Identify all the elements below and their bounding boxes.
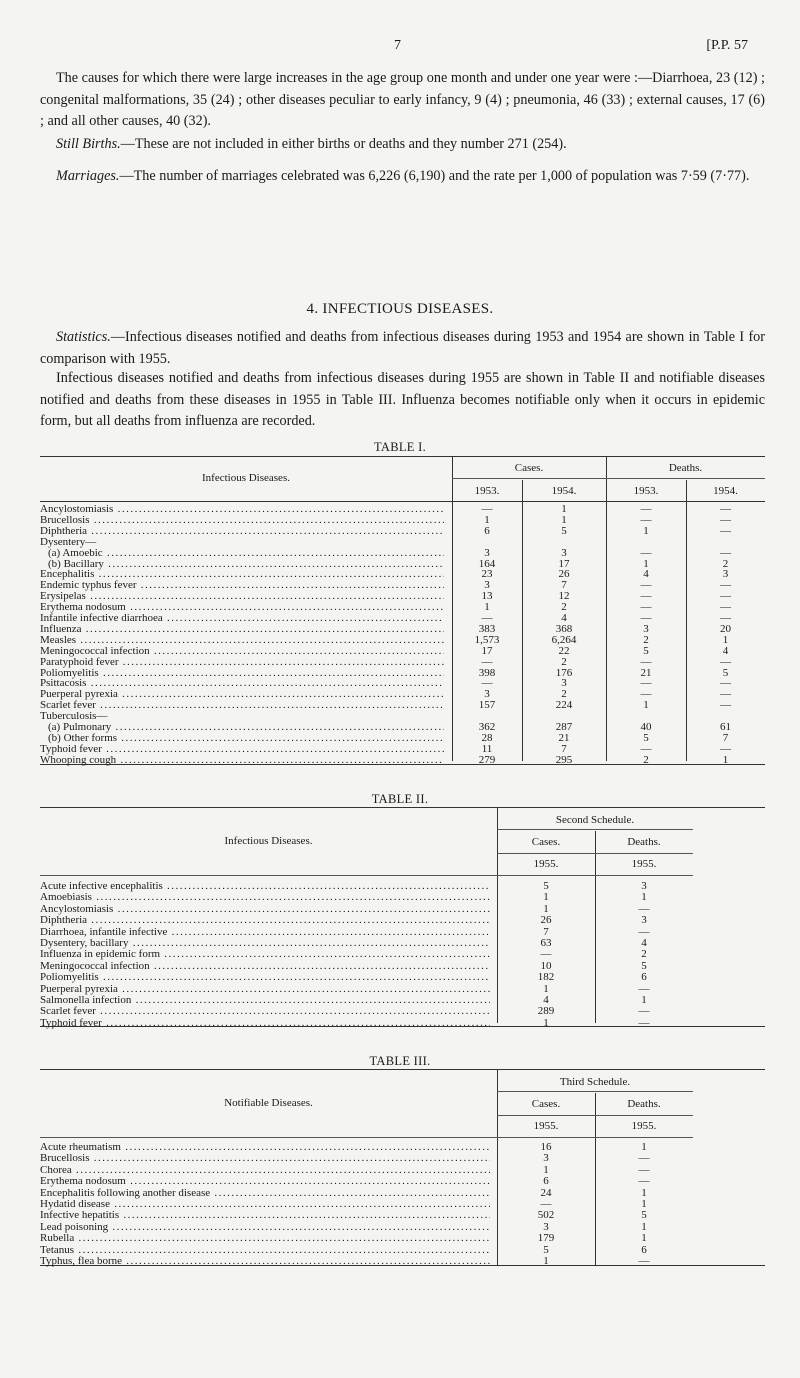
row-label: Typhoid fever ..... (40, 744, 444, 756)
table-row (40, 961, 765, 973)
table-row (40, 591, 765, 603)
row-value: 1 (722, 753, 729, 766)
row-label: Dysentery— (40, 536, 97, 548)
table-row (40, 711, 765, 723)
row-value: 17 (558, 557, 570, 570)
table-row (40, 1006, 765, 1018)
row-value: 5 (722, 666, 729, 679)
row-value: 3 (484, 546, 490, 559)
row-label: Encephalitis following another disease ..... (40, 1188, 490, 1200)
row-value: 21 (640, 666, 652, 679)
statistics-heading: Statistics. (56, 329, 111, 345)
row-value: 17 (481, 644, 493, 657)
table1-caption: TABLE I. (373, 440, 427, 454)
row-value: 1 (543, 1163, 549, 1176)
row-value: 368 (555, 622, 573, 635)
table-row (40, 927, 765, 939)
row-label: Endemic typhus fever ..... (40, 580, 444, 592)
table2-header-rule (40, 875, 497, 876)
row-value: — (720, 579, 731, 592)
row-value: — (720, 590, 731, 603)
row-value: 1 (643, 699, 649, 712)
row-value: 7 (543, 925, 549, 938)
row-value: — (640, 612, 652, 624)
table3-deaths-header: Deaths. (627, 1098, 661, 1110)
table-row (40, 1245, 765, 1257)
row-label: Meningococcal infection ..... (40, 646, 444, 658)
page-number: 7 (394, 38, 401, 53)
row-value: 12 (558, 590, 570, 603)
table2-deaths-header: Deaths. (627, 836, 661, 848)
row-value: 1 (643, 524, 649, 537)
row-label: Ancylostomiasis ..... (40, 504, 444, 516)
page-header (0, 38, 800, 58)
row-label: Erythema nodosum ..... (40, 602, 444, 614)
row-label: Meningococcal infection ..... (40, 961, 490, 973)
row-label: Puerperal pyrexia ..... (40, 689, 444, 701)
table2-row-header: Infectious Diseases. (224, 835, 313, 847)
row-value: 63 (540, 937, 552, 949)
table2-schedule-header: Second Schedule. (555, 814, 635, 826)
row-value: 3 (722, 568, 729, 581)
row-value: 176 (555, 666, 573, 679)
row-value: 22 (558, 644, 570, 657)
table3-schedule-header: Third Schedule. (559, 1076, 631, 1088)
marriages-text: —The number of marriages celebrated was 6,226 (6,190) and the rate per 1,000 of population was 7·59 (7·77). (119, 168, 750, 184)
still-births-heading: Still Births. (56, 136, 121, 152)
row-value: 7 (561, 579, 567, 592)
row-value: 5 (641, 959, 647, 972)
still-births-paragraph (40, 134, 765, 156)
table-row (40, 744, 765, 756)
row-value: 7 (561, 742, 567, 755)
row-value: 4 (641, 937, 647, 949)
row-value: 11 (481, 742, 493, 755)
row-value: — (640, 590, 652, 603)
row-value: — (638, 1255, 650, 1267)
table-row (40, 1222, 765, 1234)
table-row (40, 646, 765, 658)
row-value: 3 (543, 1220, 549, 1233)
row-value: 13 (481, 590, 493, 603)
row-value: — (720, 612, 731, 624)
table3-top-rule (40, 1069, 765, 1070)
table1-header-rule (40, 501, 765, 502)
row-label: Tuberculosis— (40, 711, 108, 723)
row-value: — (638, 1175, 650, 1188)
table2-top-rule (40, 807, 765, 808)
row-label: Encephalitis ..... (40, 569, 444, 581)
table-row (40, 515, 765, 527)
row-label: Brucellosis ..... (40, 1153, 490, 1165)
table3-year-header: 1955. (631, 1120, 657, 1132)
row-value: — (638, 1005, 650, 1018)
row-value: 23 (481, 568, 493, 581)
row-value: 21 (558, 731, 570, 744)
row-label: Erythema nodosum ..... (40, 1176, 490, 1188)
table1-deaths-header: Deaths. (668, 462, 703, 474)
table3-year-header: 1955. (533, 1120, 559, 1132)
row-value: — (481, 612, 493, 624)
row-label: Typhoid fever ..... (40, 1018, 490, 1030)
table2 (40, 807, 765, 1029)
row-label: Typhus, flea borne ..... (40, 1256, 490, 1268)
table1-year-header: 1953. (633, 485, 659, 497)
row-value: 5 (643, 644, 649, 657)
row-value: — (720, 688, 731, 701)
row-value: — (638, 1152, 650, 1165)
table3-cases-header: Cases. (531, 1098, 561, 1110)
row-value: 1 (484, 513, 490, 526)
row-value: 26 (540, 914, 552, 927)
table-row (40, 635, 765, 647)
table-row (40, 678, 765, 690)
row-value: 1 (561, 513, 567, 526)
row-label: Rubella ..... (40, 1233, 490, 1245)
table2-cases-header: Cases. (531, 836, 561, 848)
row-label: Acute rheumatism ..... (40, 1142, 490, 1154)
row-value: 20 (720, 622, 731, 635)
statistics-paragraph (40, 327, 765, 370)
row-label: (b) Bacillary ..... (48, 559, 444, 571)
table-row (40, 1210, 765, 1222)
row-value: 1 (484, 601, 490, 614)
table-row (40, 569, 765, 581)
table-row (40, 904, 765, 916)
section-title: 4. INFECTIOUS DISEASES. (306, 301, 494, 317)
row-value: 2 (561, 601, 567, 614)
table-row (40, 1018, 765, 1030)
row-value: 3 (643, 622, 649, 635)
row-value: 3 (641, 914, 647, 927)
row-value: — (720, 503, 731, 515)
row-label: Infective hepatitis ..... (40, 1210, 490, 1222)
row-value: 7 (722, 731, 729, 744)
row-value: 2 (643, 633, 649, 646)
row-label: Acute infective encephalitis ..... (40, 881, 490, 893)
table1-year-header: 1954. (713, 485, 738, 497)
row-value: — (720, 742, 731, 755)
row-value: — (481, 655, 493, 668)
table2-header-rule (497, 875, 693, 876)
row-value: — (481, 677, 493, 690)
row-value: — (640, 546, 652, 559)
table-row (40, 526, 765, 538)
table-row (40, 624, 765, 636)
row-value: 157 (478, 699, 496, 712)
row-value: 287 (555, 721, 573, 733)
row-value: 362 (478, 721, 496, 733)
table2-col-rule (497, 853, 693, 854)
row-label: Tetanus ..... (40, 1245, 490, 1257)
row-value: 2 (561, 655, 567, 668)
row-value: 2 (722, 557, 729, 570)
table2-caption: TABLE II. (371, 792, 429, 806)
row-label: Measles ..... (40, 635, 444, 647)
table-row (40, 881, 765, 893)
table-row (40, 504, 765, 516)
row-value: 5 (561, 524, 567, 537)
row-value: 3 (561, 546, 567, 559)
table-row (40, 668, 765, 680)
table3-group-rule (497, 1091, 693, 1092)
row-value: 6 (543, 1175, 549, 1188)
row-value: 61 (720, 721, 731, 733)
table1-group-rule (452, 478, 765, 479)
table1-row-header: Infectious Diseases. (202, 472, 290, 484)
statistics-paragraph-2: Infectious diseases notified and deaths from infectious diseases during 1955 are shown in Table II and notifiable diseases notified and deaths from these diseases in 1955 in Table III. Influenza becomes notifiable only when it occurs in epidemic form, but all deaths from influenza are recorded. (40, 370, 765, 429)
table-row (40, 892, 765, 904)
row-value: — (640, 688, 652, 701)
row-value: — (720, 655, 731, 668)
row-value: 1 (543, 1255, 549, 1267)
row-label: Scarlet fever ..... (40, 700, 444, 712)
row-value: 24 (540, 1186, 552, 1199)
row-value: 6 (641, 971, 647, 984)
row-value: 1 (643, 557, 649, 570)
table3-header-rule (497, 1137, 693, 1138)
row-value: 1 (641, 1220, 647, 1233)
row-value: — (640, 513, 652, 526)
row-value: — (638, 1016, 650, 1029)
row-value: — (640, 503, 652, 515)
table-row (40, 938, 765, 950)
row-value: — (540, 1198, 552, 1210)
table-row (40, 657, 765, 669)
page-reference: [P.P. 57 (706, 38, 748, 53)
row-value: — (640, 579, 652, 592)
row-label: Poliomyelitis ..... (40, 668, 444, 680)
row-value: 182 (537, 971, 555, 984)
row-label: Paratyphoid fever ..... (40, 657, 444, 669)
row-label: Hydatid disease ..... (40, 1199, 490, 1211)
marriages-heading: Marriages. (56, 168, 120, 184)
row-value: 1 (641, 1186, 647, 1199)
row-value: 28 (481, 731, 493, 744)
row-value: — (640, 742, 652, 755)
row-value: 5 (543, 880, 549, 892)
row-value: 3 (484, 579, 490, 592)
table3-caption: TABLE III. (369, 1054, 431, 1068)
row-label: Psittacosis ..... (40, 678, 444, 690)
table-row (40, 1142, 765, 1154)
row-value: 295 (555, 753, 573, 766)
table1-year-header: 1953. (474, 485, 500, 497)
row-label: Influenza ..... (40, 624, 444, 636)
row-value: 1,573 (474, 633, 500, 646)
row-value: — (640, 677, 652, 690)
row-label: Ancylostomiasis ..... (40, 904, 490, 916)
table-row (40, 537, 765, 549)
row-value: — (640, 655, 652, 668)
row-value: — (638, 902, 650, 915)
table-row (40, 1165, 765, 1177)
row-value: 16 (540, 1141, 552, 1153)
row-value: 4 (643, 568, 649, 581)
table-row (40, 1153, 765, 1165)
row-value: 6,264 (551, 633, 577, 646)
row-value: 289 (537, 1005, 555, 1018)
row-label: (a) Amoebic ..... (48, 548, 444, 560)
row-label: Whooping cough ..... (40, 755, 444, 767)
row-value: 6 (484, 524, 490, 537)
row-value: — (638, 1163, 650, 1176)
table1 (40, 456, 765, 766)
row-label: Poliomyelitis ..... (40, 972, 490, 984)
row-value: — (638, 925, 650, 938)
row-label: Amoebiasis ..... (40, 892, 490, 904)
table-row (40, 995, 765, 1007)
table-row (40, 559, 765, 571)
table2-group-rule (497, 829, 693, 830)
row-value: — (720, 677, 731, 690)
table-row (40, 548, 765, 560)
table-row (40, 1233, 765, 1245)
table-row (40, 602, 765, 614)
row-value: 224 (555, 699, 573, 712)
table1-top-rule (40, 456, 765, 457)
table3 (40, 1069, 765, 1269)
row-value: 1 (641, 994, 647, 1006)
row-value: 1 (641, 1198, 647, 1210)
table3-header-rule (40, 1137, 497, 1138)
table-row (40, 733, 765, 745)
row-value: 1 (543, 902, 549, 915)
row-value: — (638, 982, 650, 995)
table2-year-header: 1955. (631, 858, 657, 870)
marriages-paragraph (40, 166, 765, 188)
row-label: (b) Other forms ..... (48, 733, 444, 745)
row-value: 4 (561, 612, 567, 624)
row-label: Chorea ..... (40, 1165, 490, 1177)
row-value: 502 (537, 1209, 555, 1222)
table-row (40, 949, 765, 961)
row-value: 1 (722, 633, 729, 646)
table-row (40, 1188, 765, 1200)
row-value: 3 (543, 1152, 549, 1165)
row-value: — (720, 524, 731, 537)
row-value: 383 (478, 622, 496, 635)
row-value: 398 (478, 666, 496, 679)
row-label: Influenza in epidemic form ..... (40, 949, 490, 961)
row-label: (a) Pulmonary ..... (48, 722, 444, 734)
row-value: 10 (540, 959, 552, 972)
row-value: 4 (722, 644, 729, 657)
row-value: 2 (641, 948, 647, 961)
statistics-text: —Infectious diseases notified and deaths from infectious diseases during 1953 and 1954 are shown in Table I for comparison with 1955. (40, 329, 765, 367)
table-row (40, 580, 765, 592)
table-row (40, 613, 765, 625)
row-value: 1 (543, 891, 549, 904)
table-row (40, 972, 765, 984)
row-value: — (640, 601, 652, 614)
row-value: 279 (478, 753, 496, 766)
table-row (40, 1256, 765, 1268)
row-value: 5 (543, 1243, 549, 1256)
table-row (40, 700, 765, 712)
table1-year-header: 1954. (551, 485, 577, 497)
row-value: 40 (640, 721, 652, 733)
row-value: 1 (641, 1141, 647, 1153)
table3-col-rule (497, 1115, 693, 1116)
table-row (40, 1199, 765, 1211)
row-label: Erysipelas ..... (40, 591, 444, 603)
row-value: 5 (643, 731, 649, 744)
row-value: 164 (478, 557, 496, 570)
row-label: Brucellosis ..... (40, 515, 444, 527)
row-value: 5 (641, 1209, 647, 1222)
row-label: Diphtheria ..... (40, 915, 490, 927)
table-row (40, 1176, 765, 1188)
row-value: — (481, 503, 493, 515)
row-label: Dysentery, bacillary ..... (40, 938, 490, 950)
row-value: 1 (641, 1232, 647, 1245)
row-label: Diphtheria ..... (40, 526, 444, 538)
row-value: 4 (543, 994, 549, 1006)
row-label: Diarrhoea, infantile infective ..... (40, 927, 490, 939)
row-value: 3 (484, 688, 490, 701)
intro-paragraph: The causes for which there were large increases in the age group one month and under one year were :—Diarrhoea, 23 (12) ; congenital malformations, 35 (24) ; other diseases peculiar to early infancy, 9 (4) ; pneumonia, 46 (33) ; external causes, 17 (6) ; and all other causes, 40 (32). (40, 70, 765, 129)
row-label: Infantile infective diarrhoea ..... (40, 613, 444, 625)
row-value: 2 (643, 753, 649, 766)
row-value: — (720, 546, 731, 559)
row-value: 1 (543, 1016, 549, 1029)
table-row (40, 755, 765, 767)
table-row (40, 915, 765, 927)
row-value: — (720, 601, 731, 614)
row-value: 1 (641, 891, 647, 904)
row-value: 2 (561, 688, 567, 701)
row-value: 3 (641, 880, 647, 892)
row-value: 3 (561, 677, 567, 690)
row-value: 6 (641, 1243, 647, 1256)
row-label: Puerperal pyrexia ..... (40, 984, 490, 996)
row-value: 1 (543, 982, 549, 995)
row-value: — (540, 948, 552, 961)
row-label: Salmonella infection ..... (40, 995, 490, 1007)
row-value: — (720, 699, 731, 712)
table-row (40, 689, 765, 701)
row-value: 179 (537, 1232, 555, 1245)
table1-cases-header: Cases. (514, 462, 544, 474)
row-label: Lead poisoning ..... (40, 1222, 490, 1234)
table-row (40, 984, 765, 996)
table2-year-header: 1955. (533, 858, 559, 870)
table-row (40, 722, 765, 734)
table3-row-header: Notifiable Diseases. (224, 1097, 313, 1109)
row-value: 26 (558, 568, 570, 581)
still-births-text: —These are not included in either births or deaths and they number 271 (254). (120, 136, 567, 152)
row-value: 1 (561, 503, 567, 515)
row-value: — (720, 513, 731, 526)
row-label: Scarlet fever ..... (40, 1006, 490, 1018)
